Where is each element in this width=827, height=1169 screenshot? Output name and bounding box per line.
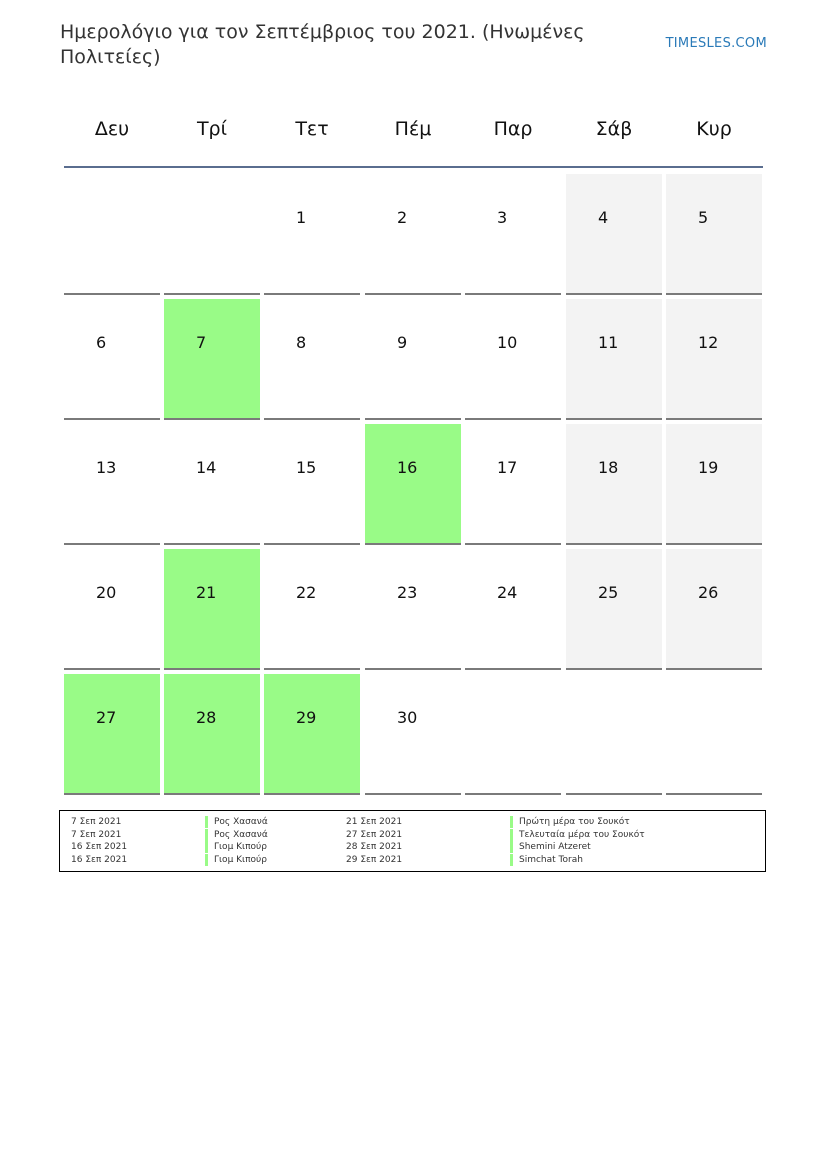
day-cell[interactable] — [365, 674, 461, 795]
weekday-header — [64, 96, 764, 168]
day-number: 4 — [598, 208, 609, 227]
day-number: 8 — [296, 333, 307, 352]
holiday-day-cell[interactable] — [164, 299, 260, 420]
legend-date: 27 Σεπ 2021 — [346, 829, 403, 840]
legend-date: 21 Σεπ 2021 — [346, 817, 403, 827]
day-cell[interactable] — [566, 174, 662, 295]
day-cell[interactable] — [264, 174, 360, 295]
day-number: 16 — [397, 458, 418, 477]
day-number: 26 — [698, 583, 719, 602]
day-cell[interactable] — [465, 424, 561, 545]
day-number: 15 — [296, 458, 317, 477]
day-cell[interactable] — [465, 549, 561, 670]
holiday-day-cell[interactable] — [264, 674, 360, 795]
legend-holiday-name: Simchat Torah — [510, 854, 583, 866]
day-cell[interactable] — [465, 299, 561, 420]
day-number: 3 — [497, 208, 508, 227]
day-cell[interactable] — [666, 424, 762, 545]
holiday-day-cell[interactable] — [365, 424, 461, 545]
day-number: 6 — [96, 333, 107, 352]
legend-item — [60, 854, 765, 866]
day-cell[interactable] — [365, 299, 461, 420]
day-number: 10 — [497, 333, 518, 352]
day-cell[interactable] — [264, 549, 360, 670]
weekday-label: Παρ — [493, 118, 533, 140]
day-number: 9 — [397, 333, 408, 352]
day-cell[interactable] — [64, 424, 160, 545]
empty-day-cell — [164, 174, 260, 295]
day-cell[interactable] — [164, 424, 260, 545]
legend-date: 16 Σεπ 2021 — [71, 842, 128, 852]
page-title: Ημερολόγιο για τον Σεπτέμβριος του 2021. (Ηνωμένες Πολιτείες) — [60, 21, 585, 68]
legend-holiday-name: Πρώτη μέρα του Σουκότ — [510, 816, 630, 828]
holiday-legend — [59, 810, 766, 872]
empty-day-cell — [465, 674, 561, 795]
day-number: 12 — [698, 333, 719, 352]
empty-day-cell — [666, 674, 762, 795]
day-cell[interactable] — [666, 299, 762, 420]
day-cell[interactable] — [264, 299, 360, 420]
day-cell[interactable] — [264, 424, 360, 545]
weekday-label: Σάβ — [595, 118, 633, 140]
weekday-label: Τετ — [295, 118, 329, 140]
day-number: 17 — [497, 458, 518, 477]
weekday-label: Δευ — [94, 118, 130, 140]
day-cell[interactable] — [666, 549, 762, 670]
legend-holiday-name: Γιομ Κιπούρ — [205, 854, 267, 866]
day-number: 29 — [296, 708, 317, 727]
holiday-day-cell[interactable] — [164, 674, 260, 795]
legend-item — [60, 829, 765, 841]
weekday-label: Πέμ — [394, 118, 432, 140]
day-cell[interactable] — [64, 299, 160, 420]
empty-day-cell — [64, 174, 160, 295]
day-cell[interactable] — [365, 174, 461, 295]
day-number: 27 — [96, 708, 117, 727]
legend-holiday-name: Ρος Χασανά — [205, 829, 268, 841]
day-number: 28 — [196, 708, 217, 727]
day-cell[interactable] — [666, 174, 762, 295]
weekday-label: Κυρ — [696, 118, 732, 140]
day-number: 13 — [96, 458, 117, 477]
day-number: 24 — [497, 583, 518, 602]
legend-date: 16 Σεπ 2021 — [71, 854, 128, 865]
legend-item — [60, 841, 765, 853]
day-number: 19 — [698, 458, 719, 477]
legend-item — [60, 816, 765, 828]
day-cell[interactable] — [64, 549, 160, 670]
day-cell[interactable] — [365, 549, 461, 670]
brand-link[interactable]: TIMESLES.COM — [665, 36, 767, 51]
legend-date: 29 Σεπ 2021 — [346, 854, 403, 865]
day-number: 30 — [397, 708, 418, 727]
day-number: 2 — [397, 208, 408, 227]
day-cell[interactable] — [465, 174, 561, 295]
day-cell[interactable] — [566, 424, 662, 545]
day-number: 20 — [96, 583, 117, 602]
day-cell[interactable] — [566, 299, 662, 420]
day-number: 22 — [296, 583, 317, 602]
day-number: 1 — [296, 208, 307, 227]
day-number: 18 — [598, 458, 619, 477]
header-divider — [64, 166, 763, 168]
legend-holiday-name: Γιομ Κιπούρ — [205, 841, 267, 853]
empty-day-cell — [566, 674, 662, 795]
day-number: 7 — [196, 333, 207, 352]
day-number: 25 — [598, 583, 619, 602]
day-number: 14 — [196, 458, 217, 477]
day-number: 23 — [397, 583, 418, 602]
weekday-label: Τρί — [196, 118, 228, 140]
day-cell[interactable] — [566, 549, 662, 670]
legend-date: 7 Σεπ 2021 — [71, 829, 122, 840]
holiday-day-cell[interactable] — [64, 674, 160, 795]
holiday-day-cell[interactable] — [164, 549, 260, 670]
day-number: 21 — [196, 583, 217, 602]
day-number: 11 — [598, 333, 619, 352]
legend-holiday-name: Ρος Χασανά — [205, 816, 268, 828]
legend-date: 28 Σεπ 2021 — [346, 842, 403, 852]
legend-holiday-name: Τελευταία μέρα του Σουκότ — [510, 829, 645, 841]
legend-holiday-name: Shemini Atzeret — [510, 841, 591, 853]
day-number: 5 — [698, 208, 709, 227]
legend-date: 7 Σεπ 2021 — [71, 817, 122, 827]
calendar-grid — [64, 174, 764, 796]
